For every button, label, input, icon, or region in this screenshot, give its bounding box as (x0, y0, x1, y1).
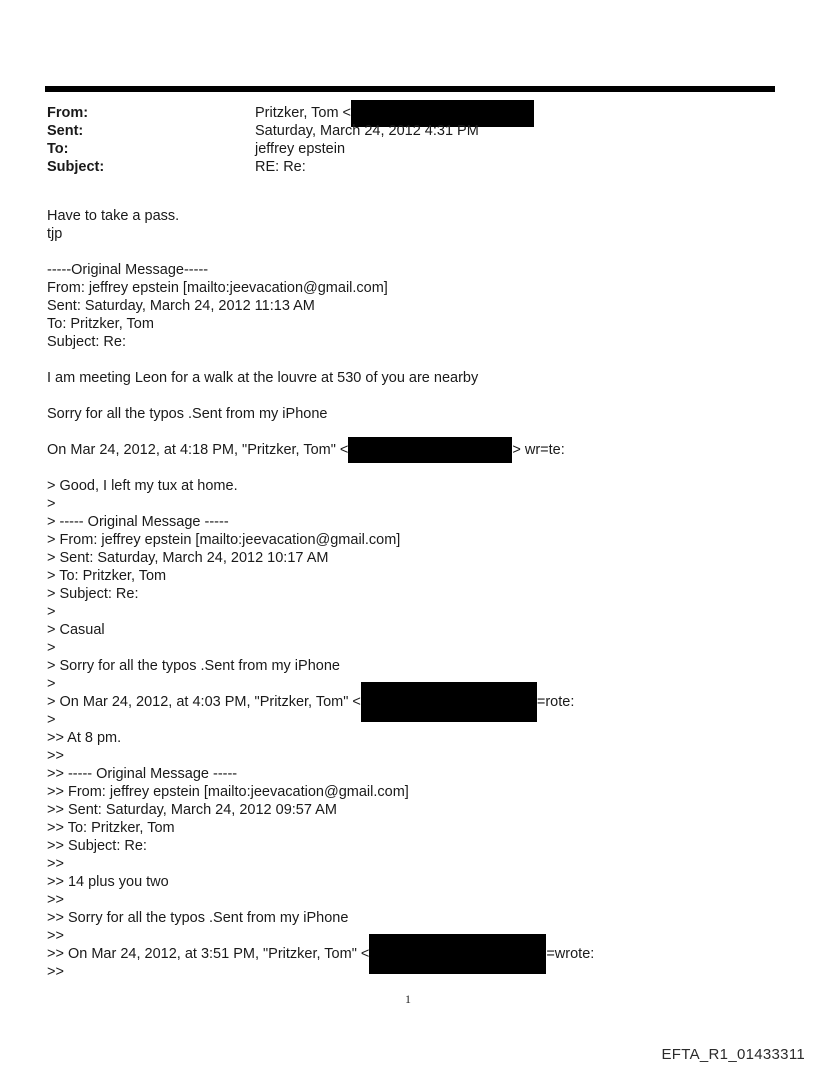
body-line: >> (47, 748, 64, 764)
body-line: >> 14 plus you two (47, 874, 169, 890)
from-label: From: (47, 105, 89, 121)
body-text: =wrote: (546, 946, 595, 962)
body-line: > To: Pritzker, Tom (47, 568, 167, 584)
body-line (47, 945, 594, 963)
from-value: Pritzker, Tom < (255, 105, 352, 121)
body-line: > Good, I left my tux at home. (47, 478, 238, 494)
body-line: I am meeting Leon for a walk at the louvre at 530 of you are nearby (47, 370, 479, 386)
sent-value: Saturday, March 24, 2012 4:31 PM (255, 123, 479, 139)
body-line (47, 441, 594, 459)
header-divider-rule (45, 86, 775, 92)
body-line: tjp (47, 226, 63, 242)
body-line: >> At 8 pm. (47, 730, 122, 746)
body-line: >> To: Pritzker, Tom (47, 820, 175, 836)
subject-label: Subject: (47, 159, 105, 175)
body-line: > Sorry for all the typos .Sent from my iPhone (47, 658, 340, 674)
to-value: jeffrey epstein (255, 141, 346, 157)
body-line: >> Sorry for all the typos .Sent from my iPhone (47, 910, 349, 926)
to-label: To: (47, 141, 69, 157)
bates-number: EFTA_R1_01433311 (661, 1046, 805, 1063)
header-row-sent (47, 122, 534, 140)
body-line: > ----- Original Message ----- (47, 514, 229, 530)
body-line: > Subject: Re: (47, 586, 139, 602)
body-line (47, 693, 594, 711)
email-body (47, 207, 594, 981)
body-text: =rote: (536, 694, 575, 710)
body-line: Have to take a pass. (47, 208, 180, 224)
body-line: Sent: Saturday, March 24, 2012 11:13 AM (47, 298, 315, 314)
redaction-box (361, 682, 537, 722)
body-line: > From: jeffrey epstein [mailto:jeevacation@gmail.com] (47, 532, 401, 548)
body-line: From: jeffrey epstein [mailto:jeevacation@gmail.com] (47, 280, 388, 296)
body-line: > Sent: Saturday, March 24, 2012 10:17 AM (47, 550, 329, 566)
body-line: >> (47, 928, 64, 944)
body-line: > Casual (47, 622, 105, 638)
body-line: >> From: jeffrey epstein [mailto:jeevacation@gmail.com] (47, 784, 409, 800)
header-row-to (47, 140, 534, 158)
body-line: >> Sent: Saturday, March 24, 2012 09:57 AM (47, 802, 337, 818)
body-text: > wr=te: (512, 442, 565, 458)
body-line: >> Subject: Re: (47, 838, 147, 854)
body-line: Sorry for all the typos .Sent from my iPhone (47, 406, 328, 422)
body-line: > (47, 712, 56, 728)
body-line (47, 243, 594, 261)
body-line: >> (47, 856, 64, 872)
body-line (47, 351, 594, 369)
body-line: >> ----- Original Message ----- (47, 766, 238, 782)
header-row-from (47, 104, 534, 122)
redaction-box (369, 934, 546, 974)
body-line: > (47, 604, 56, 620)
body-line: -----Original Message----- (47, 262, 209, 278)
sent-label: Sent: (47, 123, 84, 139)
body-line: > (47, 496, 56, 512)
body-line: >> (47, 964, 64, 980)
body-line: > (47, 676, 56, 692)
body-line: To: Pritzker, Tom (47, 316, 154, 332)
body-line: >> (47, 892, 64, 908)
subject-value: RE: Re: (255, 159, 306, 175)
body-text: On Mar 24, 2012, at 4:18 PM, "Pritzker, Tom" < (47, 442, 349, 458)
body-text: >> On Mar 24, 2012, at 3:51 PM, "Pritzker, Tom" < (47, 946, 370, 962)
page-number: 1 (405, 992, 411, 1006)
body-text: > On Mar 24, 2012, at 4:03 PM, "Pritzker, Tom" < (47, 694, 361, 710)
redaction-box (348, 437, 512, 463)
body-line: > (47, 640, 56, 656)
header-row-subject (47, 158, 534, 176)
email-header (47, 104, 534, 176)
body-line: Subject: Re: (47, 334, 126, 350)
body-line (47, 387, 594, 405)
